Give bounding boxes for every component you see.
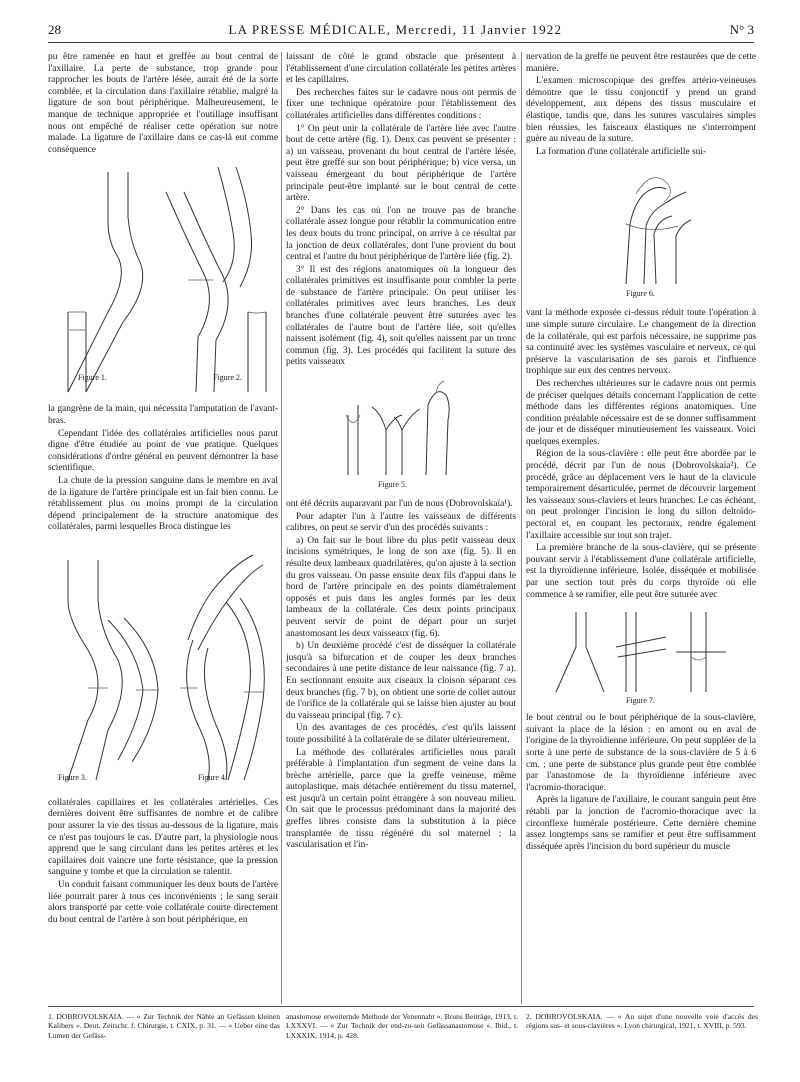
issue-date: , Mercredi, 11 Janvier 1922 [386, 22, 563, 37]
figure-5-illustration [286, 375, 516, 493]
column-divider [521, 52, 522, 1004]
page-number: 28 [48, 22, 61, 37]
figure-5-caption: Figure 5. [378, 480, 407, 490]
page-header [48, 22, 754, 40]
paragraph: Pour adapter l'un à l'autre les vaisseaux de différents calibres, on peut se servir d'un des procédés suivants : [286, 511, 516, 534]
paragraph: 1° On peut unir la collatérale de l'artère liée avec l'autre bout de cette artère (fig. 1). Deux cas peuvent se présenter : a) un vaisseau, provenant du bout central de l'artère lésée, peut être greffé sur son bout périphérique; b) vice versa, un vaisseau émergeant du bout périphérique de l'artère principale peut-être implanté sur le bout central de cette artère. [286, 123, 516, 204]
footnote-1: 1. DOBROVOLSKAIA. — « Zur Technik der Nähte an Gefässen kleinen Kalibers ». Deut. Zeitschr. f. Chirurgie, t. CXIX, p. 31. — « Ueber eine das Lumen der Gefäss- [48, 1012, 280, 1040]
figure-3-4 [48, 540, 278, 792]
paragraph: Cependant l'idée des collatérales artificielles nous parut digne d'être étudiée au point de vue pratique. Quelques considérations d'ordre général en peuvent démontrer la base scientifique. [48, 428, 278, 474]
figure-6-illustration [526, 164, 756, 302]
figure-6 [526, 164, 756, 302]
figure-3-caption: Figure 3. [58, 772, 87, 782]
figures-3-4-illustration [48, 540, 278, 792]
paragraph: Des recherches ultérieures sur le cadavre nous ont permis de préciser quelques détails concernant l'application de cette méthode dans les différentes régions anatomiques. Une condition préalable nécessaire est de se donner suffisamment de jour et de disséquer minutieusement les vaisseaux. Voici quelques exemples. [526, 378, 756, 447]
footnote-2: 2. DOBROVOLSKAIA. — « Au sujet d'une nouvelle voie d'accès des régions sus- et sous-clavières ». Lyon chirurgical, 1921, t. XVIII, p. 593. [526, 1012, 758, 1031]
figure-7-illustration [526, 607, 756, 707]
paragraph: vant la méthode exposée ci-dessus réduit toute l'opération à une simple suture circulaire. Le changement de la direction de la collatérale, qui est parfois nécessaire, ne supprime pas sa continuité avec les systèmes vasculaire et nerveux, ce qui préserve la vascularisation de ses parois et l'influence trophique sur eux des centres nerveux. [526, 308, 756, 377]
figure-1-caption: Figure 1. [78, 373, 107, 383]
figure-6-caption: Figure 6. [626, 289, 655, 299]
paragraph: 2° Dans les cas où l'on ne trouve pas de branche collatérale assez longue pour rétablir la communication entre les deux bouts du tronc principal, on arrive à ce résultat par la jonction de deux collatérales, dont l'une provient du bout central et l'autre du bout périphérique de l'artère liée (fig. 2). [286, 205, 516, 263]
paragraph: Après la ligature de l'axillaire, le courant sanguin peut être rétabli par la jonction de l'acromio-thoracique avec la circonflexe humérale postérieure. Cette dernière chemine assez longtemps sans se ramifier et peut être suffisamment disséquée après l'incision du bord supérieur du muscle [526, 795, 756, 852]
figure-1-2 [48, 162, 278, 398]
paragraph: b) Un deuxième procédé c'est de disséquer la collatérale jusqu'à sa bifurcation et de couper les deux branches secondaires à une petite distance de leur naissance (fig. 7 a). En sectionnant ensuite aux ciseaux la cloison séparant ces deux branches (fig. 7 b), on obtient une sorte de collet autour de l'orifice de la collatérale qui se laisse bien ajuster au bout du vaisseau principal (fig. 7 c). [286, 641, 516, 721]
journal-title: LA PRESSE MÉDICALE [228, 22, 387, 37]
paragraph: ont été décrits auparavant par l'un de nous (Dobrovolskaïa¹). [286, 499, 513, 510]
paragraph: Des recherches faites sur le cadavre nous ont permis de fixer une technique opératoire pour l'établissement des collatérales artificielles dans différentes conditions : [286, 87, 516, 121]
paragraph: La formation d'une collatérale artificielle sui- [536, 146, 707, 157]
header-rule [48, 42, 754, 43]
column-divider [281, 52, 282, 1004]
column-2 [286, 52, 516, 853]
figure-7-caption: Figure 7. [626, 696, 655, 706]
paragraph: collatérales capillaires et les collatérales artérielles. Ces dernières doivent être suffisantes de nombre et de calibre pour assurer la vie des tissus au-dessous de la ligature, mais ce n'est pas toujours le cas. D'autre part, la physiologie nous apprend que le sang circulant dans les petites artères et les capillaires doit vaincre une forte résistance, que la pression sanguine y tombe et que la circulation se ralentit. [48, 797, 278, 878]
paragraph: L'examen microscopique des greffes artério-veineuses démontre que le tissu conjonctif y prend un grand développement, aux dépens des tissus musculaire et élastique, tandis que, dans les sutures vasculaires simples bien réussies, les faisceaux élastiques ne s'interrompent guère au niveau de la suture. [526, 76, 756, 145]
footnote-rule [48, 1006, 754, 1007]
paragraph: La première branche de la sous-clavière, qui se présente pouvant servir à l'établissement d'une collatérale artificielle, est la thyroïdienne inférieure. Isolée, disséquée et mobilisée par une section tout près du corps thyroïde où elle commence à se ramifier, elle peut être suturée avec [526, 543, 756, 600]
paragraph: nervation de la greffe ne peuvent être restaurées que de cette manière. [526, 52, 756, 74]
footnote-1-continued: anastomose erweiternde Methode der Venennaht ». Bruns Beiträge, 1913, t. LXXXVI. — « Zur Technik der end-zu-seit Gefässanastomose ». Ibid., t. LXXXIX, 1914, p. 428. [286, 1012, 518, 1040]
paragraph: laissant de côté le grand obstacle que présentent à l'établissement d'une circulation collatérale les petites artères et les capillaires. [286, 52, 516, 86]
paragraph: le bout central ou le bout périphérique de la sous-clavière, suivant la place de la lésion : en amont ou en aval de l'origine de la thyroïdienne inférieure. On peut suppléer de la sorte à une perte de substance de la sous-clavière de 5 à 6 cm. ; une perte de substance plus grande peut être comblée par l'anastomose de la thyroïdienne inférieure avec l'acromio-thoracique. [526, 713, 756, 793]
issue-number: N° 3 [729, 22, 754, 37]
column-1 [48, 52, 278, 927]
paragraph: La méthode des collatérales artificielles nous paraît préférable à l'implantation d'un segment de veine dans la brèche artérielle, parce que la greffe veineuse, même autoplastique, mais détachée entièrement du tissu maternel, est jusqu'à un certain point étrangère à son nouveau milieu. On sait que le processus prédominant dans la majorité des greffes libres consiste dans la substitution à la pièce transplantée de tissu régénéré du sol maternel ; la vascularisation et l'in- [286, 747, 516, 851]
paragraph: La chute de la pression sanguine dans le membre en aval de la ligature de l'artère principale est un fait bien connu. Le rétablissement plus ou moins prompt de la circulation dépend principalement de la structure anatomique des collatérales, parmi lesquelles Broca distingue les [48, 475, 278, 533]
figure-5 [286, 375, 516, 493]
figure-4-caption: Figure 4. [198, 772, 227, 782]
column-3 [526, 52, 756, 854]
paragraph: pu être ramenée en haut et greffée au bout central de l'axillaire. La perte de substance, trop grande pour rapprocher les bouts de l'artère lésée, aurait été de la sorte comblée, et la circulation dans l'axillaire rétablie, malgré la ligature de son bout périphérique. Malheureusement, le manque de technique appropriée et l'outillage insuffisant nous ont empêché de réaliser cette opération sur notre malade. La ligature de l'axillaire dans ce cas-là eut comme conséquence [48, 52, 278, 155]
paragraph: Un conduit faisant communiquer les deux bouts de l'artère liée pourrait parer à tous ces inconvénients ; le sang serait alors transporté par cette voie collatérale courte directement du bout central de l'artère à son bout périphérique, en [48, 880, 278, 925]
paragraph: a) On fait sur le bout libre du plus petit vaisseau deux incisions symétriques, le long de son axe (fig. 5). Il en résulte deux lambeaux quadrilatères, qu'on ajuste à la section du gros vaisseau. On passe ensuite deux fils d'appui dans le bord de l'artère principale en des points diamétralement opposés et puis dans les angles formés par les deux lambeaux de la collatérale. Ces deux points principaux peuvent servir de point de départ pour un surjet anastomosant les deux vaisseaux (fig. 6). [286, 535, 516, 639]
paragraph: 3° Il est des régions anatomiques où la longueur des collatérales primitives est insuffisante pour combler la perte de substance de l'artère principale. On peut utiliser les collatérales primitives avec leurs branches. Les deux branches d'une collatérale peuvent être suturées avec les collatérales de l'autre bout de l'artère liée, soit qu'elles naissent isolément (fig. 4), soit qu'elles naissent par un tronc commun (fig. 3). Les procédés qui facilitent la suture des petits vaisseaux [286, 264, 516, 368]
paragraph: la gangrène de la main, qui nécessita l'amputation de l'avant-bras. [48, 404, 278, 426]
figure-2-caption: Figure 2. [213, 373, 242, 383]
figure-7 [526, 607, 756, 707]
figures-1-2-illustration [48, 162, 278, 398]
paragraph: Région de la sous-clavière : elle peut être abordée par le procédé, décrit par l'un de nous (Dobrovolskaïa²). Ce procédé, grâce au déplacement vers le haut de la clavicule temporairement désarticulée, permet de découvrir largement les vaisseaux sous-claviers et leurs branches. Le cas échéant, on peut prolonger l'incision le long du sillon deltoïdo-pectoral et, en coupant les pectoraux, rendre également l'axillaire accessible sur tout son trajet. [526, 449, 756, 541]
paragraph: Un des avantages de ces procédés, c'est qu'ils laissent toute possibilité à la collatérale de se dilater ultérieurement. [286, 723, 516, 745]
